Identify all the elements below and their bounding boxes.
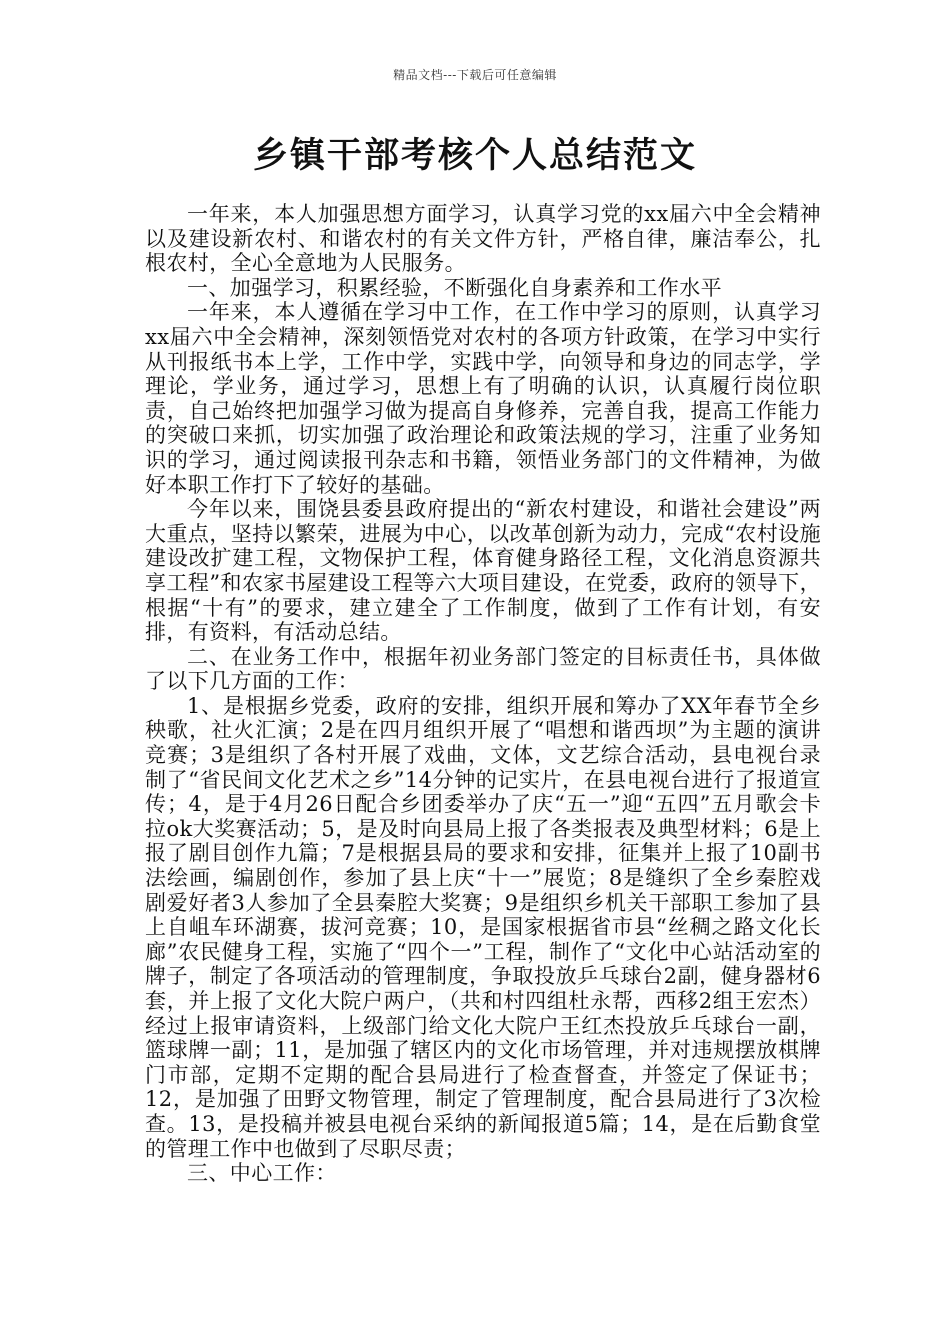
section-heading-2: 二、在业务工作中，根据年初业务部门签定的目标责任书，具体做了以下几方面的工作： [145, 644, 821, 694]
section-heading-1: 一、加强学习，积累经验，不断强化自身素养和工作水平 [187, 275, 722, 300]
section-heading-3: 三、中心工作： [187, 1161, 337, 1186]
paragraph-work-items: 1、是根据乡党委，政府的安排，组织开展和筹办了XX年春节全乡秧歌，社火汇演；2是在四月组织开展了“唱想和谐西坝”为主题的演讲竞赛；3是组织了各村开展了戏曲，文体，文艺综合活动，县电视台录制了“省民间文化艺术之乡”14分钟的记实片，在县电视台进行了报道宣传；4，是于4月26日配合乡团委举办了庆“五一”迎“五四”五月歌会卡拉ok大奖赛活动；5，是及时向县局上报了各类报表及典型材料；6是上报了剧目创作九篇；7是根据县局的要求和安排，征集并上报了10副书法绘画，编剧创作，参加了县上庆“十一”展览；8是缝织了全乡秦腔戏剧爱好者3人参加了全县秦腔大奖赛；9是组织乡机关干部职工参加了县上自岨车环湖赛，拔河竞赛；10，是国家根据省市县“丝稠之路文化长廊”农民健身工程，实施了“四个一”工程，制作了“文化中心站活动室的牌子，制定了各项活动的管理制度，争取投放乒乓球台2副，健身器材6套，并上报了文化大院户两户，（共和村四组杜永帮，西移2组王宏杰）经过上报审请资料，上级部门给文化大院户王红杰投放乒乓球台一副，篮球牌一副；11，是加强了辖区内的文化市场管理，并对违规摆放棋牌门市部，定期不定期的配合县局进行了检查督查，并签定了保证书；12，是加强了田野文物管理，制定了管理制度，配合县局进行了3次检查。13，是投稿并被县电视台采纳的新闻报道5篇；14，是在后勤食堂的管理工作中也做到了尽职尽责； [145, 693, 821, 1161]
paragraph-intro: 一年来，本人加强思想方面学习，认真学习党的xx届六中全会精神以及建设新农村、和谐农村的有关文件方针，严格自律，廉洁奉公，扎根农村，全心全意地为人民服务。 [145, 202, 821, 276]
header-note: 精品文档---下载后可任意编辑 [393, 68, 557, 82]
document-title: 乡镇干部考核个人总结范文 [252, 136, 697, 176]
paragraph-study: 一年来，本人遵循在学习中工作，在工作中学习的原则，认真学习xx届六中全会精神，深刻领悟党对农村的各项方针政策，在学习中实行从刊报纸书本上学，工作中学，实践中学，向领导和身边的同志学，学理论，学业务，通过学习，思想上有了明确的认识，认真履行岗位职责，自己始终把加强学习做为提高自身修养，完善自我，提高工作能力的突破口来抓，切实加强了政治理论和政策法规的学习，注重了业务知识的学习，通过阅读报刊杂志和书籍，领悟业务部门的文件精神，为做好本职工作打下了较好的基础。 [145, 300, 821, 497]
paragraph-projects: 今年以来，围饶县委县政府提出的“新农村建设，和谐社会建设”两大重点，坚持以繁荣，进展为中心，以改革创新为动力，完成“农村设施建设改扩建工程，文物保护工程，体育健身路径工程，文化消息资源共享工程”和农家书屋建设工程等六大项目建设，在党委，政府的领导下，根据“十有”的要求，建立建全了工作制度，做到了工作有计划，有安排，有资料，有活动总结。 [145, 497, 821, 645]
document-body [145, 202, 821, 1186]
